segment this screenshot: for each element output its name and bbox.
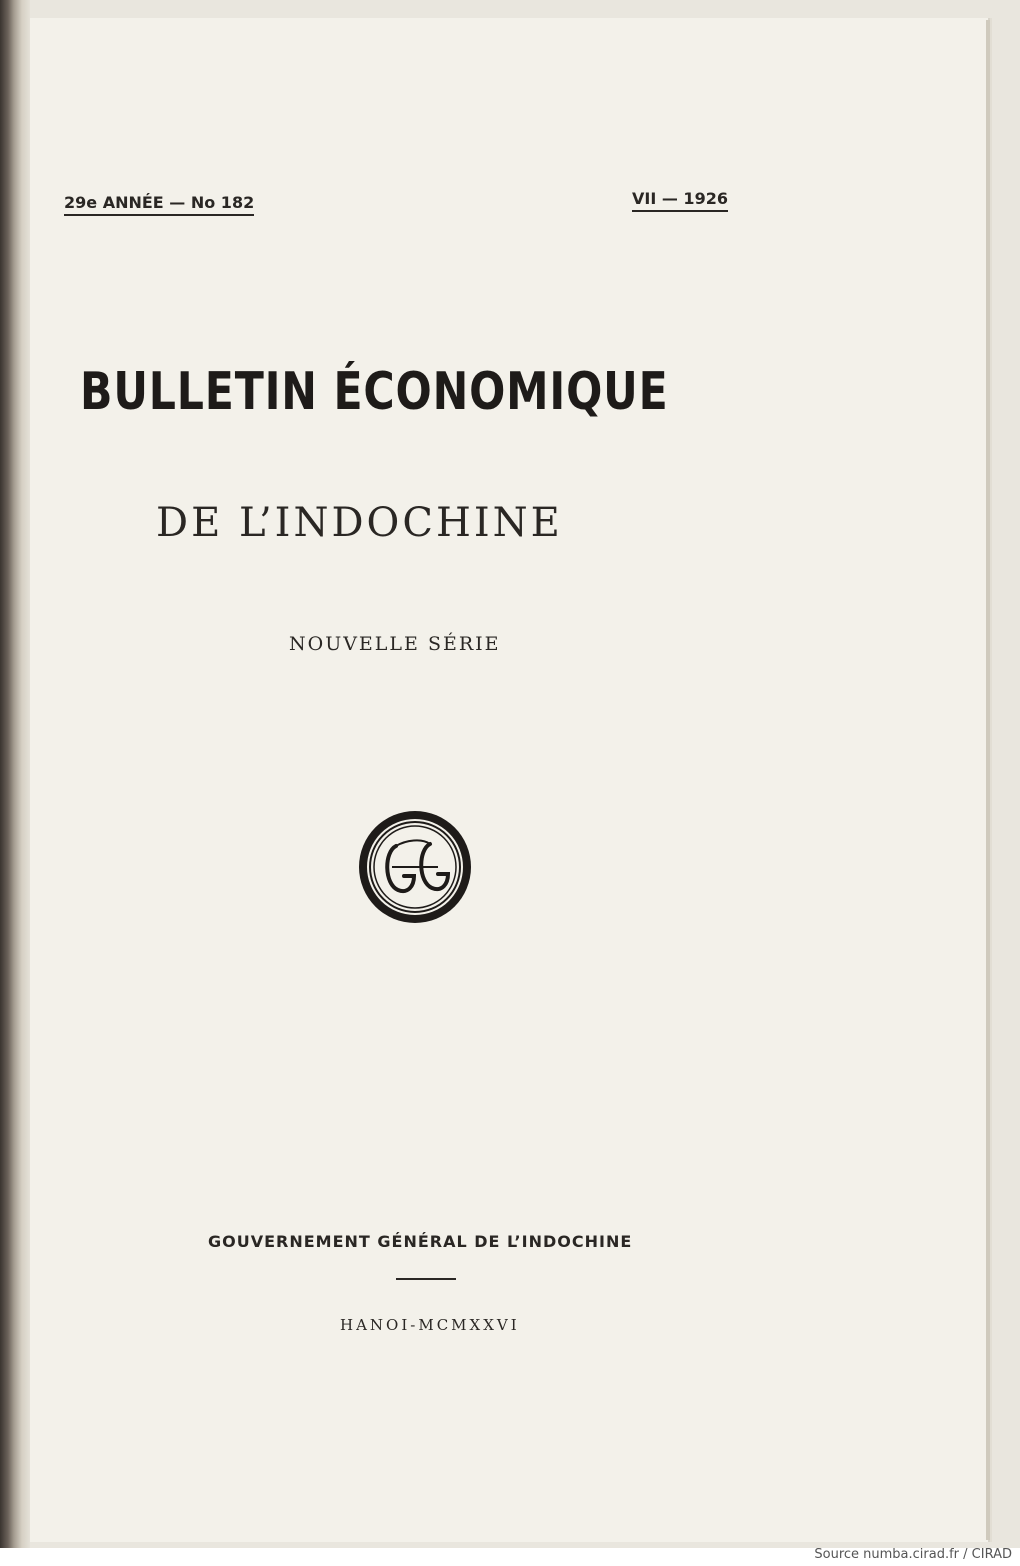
divider-rule	[396, 1278, 456, 1280]
issue-date: VII — 1926	[632, 189, 728, 212]
publication-subtitle: DE L’INDOCHINE	[156, 500, 563, 546]
issue-number: 29e ANNÉE — No 182	[64, 193, 254, 216]
book-spine	[0, 0, 30, 1548]
series-label: NOUVELLE SÉRIE	[289, 633, 501, 655]
gg-monogram-seal-icon	[356, 808, 474, 926]
page-edge	[986, 20, 990, 1540]
publisher-name: GOUVERNEMENT GÉNÉRAL DE L’INDOCHINE	[208, 1232, 633, 1251]
publication-title: BULLETIN ÉCONOMIQUE	[80, 362, 669, 422]
place-and-year: HANOI-MCMXXVI	[340, 1316, 520, 1334]
cover-page	[30, 18, 988, 1542]
source-credit: Source numba.cirad.fr / CIRAD	[814, 1547, 1012, 1562]
